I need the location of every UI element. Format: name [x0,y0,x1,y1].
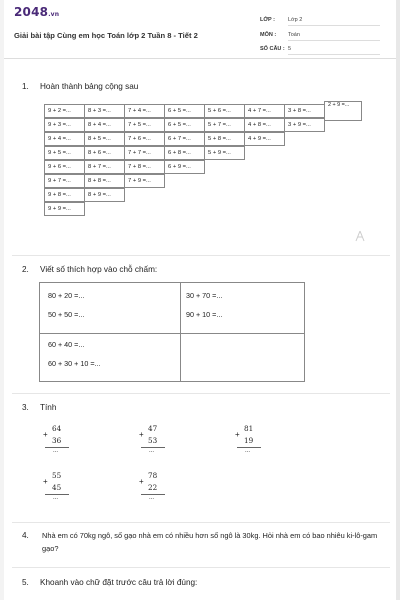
question-4-text: Nhà em có 70kg ngô, số gạo nhà em có nhiều hơn số ngô là 30kg. Hỏi nhà em có bao nhiêu ki-lô-gam gạo? [42,531,378,553]
addition-cell: 9 + 5 =... [44,146,85,160]
addition-cell: 9 + 3 =... [44,118,85,132]
plus-icon: + [139,477,144,486]
meta-value: Lớp 2 [288,17,380,26]
addition-cell: 7 + 5 =... [124,118,165,132]
question-3 [22,403,56,412]
meta-value: 5 [288,46,380,55]
addition-cell: 4 + 7 =... [244,104,285,118]
divider [12,393,390,394]
logo-text: 2048 [14,5,49,19]
addition-cell: 7 + 6 =... [124,132,165,146]
meta-key: MÔN : [260,32,277,38]
addition-cell: 9 + 7 =... [44,174,85,188]
addend: 47 [148,424,158,433]
question-text: Hoàn thành bảng cộng sau [40,82,139,91]
addition-cell: 6 + 5 =... [164,118,205,132]
addend: 22 [148,483,158,492]
divider [12,567,390,568]
expression: 30 + 70 =... [186,291,223,300]
table-divider [180,283,181,381]
meta-key: LỚP : [260,17,275,23]
plus-icon: + [139,430,144,439]
vertical-addition [139,471,169,513]
addition-cell: 5 + 9 =... [204,146,245,160]
addend: 64 [52,424,62,433]
addition-cell: 8 + 9 =... [84,188,125,202]
vertical-addition [235,424,265,466]
addition-cell: 4 + 9 =... [244,132,285,146]
logo-suffix: .vn [48,11,60,18]
addition-cell: 8 + 4 =... [84,118,125,132]
addition-cell: 5 + 6 =... [204,104,245,118]
result-blank: ... [149,495,155,501]
question-number: 3. [22,403,29,412]
addition-cell: 7 + 7 =... [124,146,165,160]
vertical-addition [43,471,73,513]
addition-cell: 7 + 8 =... [124,160,165,174]
plus-icon: + [235,430,240,439]
question-5 [22,578,197,587]
addition-cell: 5 + 8 =... [204,132,245,146]
addend: 45 [52,483,62,492]
addition-cell: 9 + 2 =... [44,104,85,118]
divider [12,522,390,523]
expression: 80 + 20 =... [48,291,85,300]
addition-cell: 6 + 9 =... [164,160,205,174]
meta-key: SỐ CÂU : [260,46,285,52]
result-blank: ... [53,495,59,501]
addition-cell: 2 + 9 =... [324,101,362,121]
watermark-icon [355,230,365,242]
vertical-addition [139,424,169,466]
result-blank: ... [245,448,251,454]
addition-cell: 8 + 5 =... [84,132,125,146]
addition-cell: 8 + 6 =... [84,146,125,160]
addition-cell: 8 + 8 =... [84,174,125,188]
expression: 90 + 10 =... [186,310,223,319]
addend: 53 [148,436,158,445]
plus-icon: + [43,430,48,439]
question-number: 5. [22,578,29,587]
addition-cell: 6 + 8 =... [164,146,205,160]
question-text: Khoanh vào chữ đặt trước câu trả lời đúng: [40,578,198,587]
addition-cell: 3 + 8 =... [284,104,325,118]
document-page [4,0,396,600]
question-number: 2. [22,265,29,274]
addition-cell: 7 + 9 =... [124,174,165,188]
question-number: 1. [22,82,29,91]
addition-cell: 3 + 9 =... [284,118,325,132]
result-blank: ... [53,448,59,454]
addend: 81 [244,424,254,433]
question-2 [22,265,157,274]
expression: 60 + 40 =... [48,340,85,349]
divider [12,255,390,256]
addition-cell: 9 + 9 =... [44,202,85,216]
addition-cell: 9 + 8 =... [44,188,85,202]
table-divider [40,333,304,334]
expression: 50 + 50 =... [48,310,85,319]
addition-cell: 4 + 8 =... [244,118,285,132]
addition-cell: 7 + 4 =... [124,104,165,118]
vertical-addition [43,424,73,466]
question-text: Tính [40,403,57,412]
addition-cell: 5 + 7 =... [204,118,245,132]
scrollbar[interactable] [396,0,400,600]
addition-cell: 6 + 5 =... [164,104,205,118]
result-blank: ... [149,448,155,454]
addition-cell: 9 + 4 =... [44,132,85,146]
addition-cell: 8 + 7 =... [84,160,125,174]
expression: 60 + 30 + 10 =... [48,359,101,368]
addend: 36 [52,436,62,445]
addition-cell: 8 + 3 =... [84,104,125,118]
addition-cell: 9 + 6 =... [44,160,85,174]
plus-icon: + [43,477,48,486]
question-text: Viết số thích hợp vào chỗ chấm: [40,265,158,274]
question-1 [22,82,138,91]
fill-in-table [39,282,305,382]
document-title: Giải bài tập Cùng em học Toán lớp 2 Tuần 8 - Tiết 2 [14,31,198,40]
document-header [4,0,396,59]
question-4-number: 4. [22,531,29,540]
site-logo[interactable] [14,5,59,19]
addition-cell: 6 + 7 =... [164,132,205,146]
addend: 78 [148,471,158,480]
addend: 55 [52,471,62,480]
meta-value: Toán [288,32,380,41]
addend: 19 [244,436,254,445]
